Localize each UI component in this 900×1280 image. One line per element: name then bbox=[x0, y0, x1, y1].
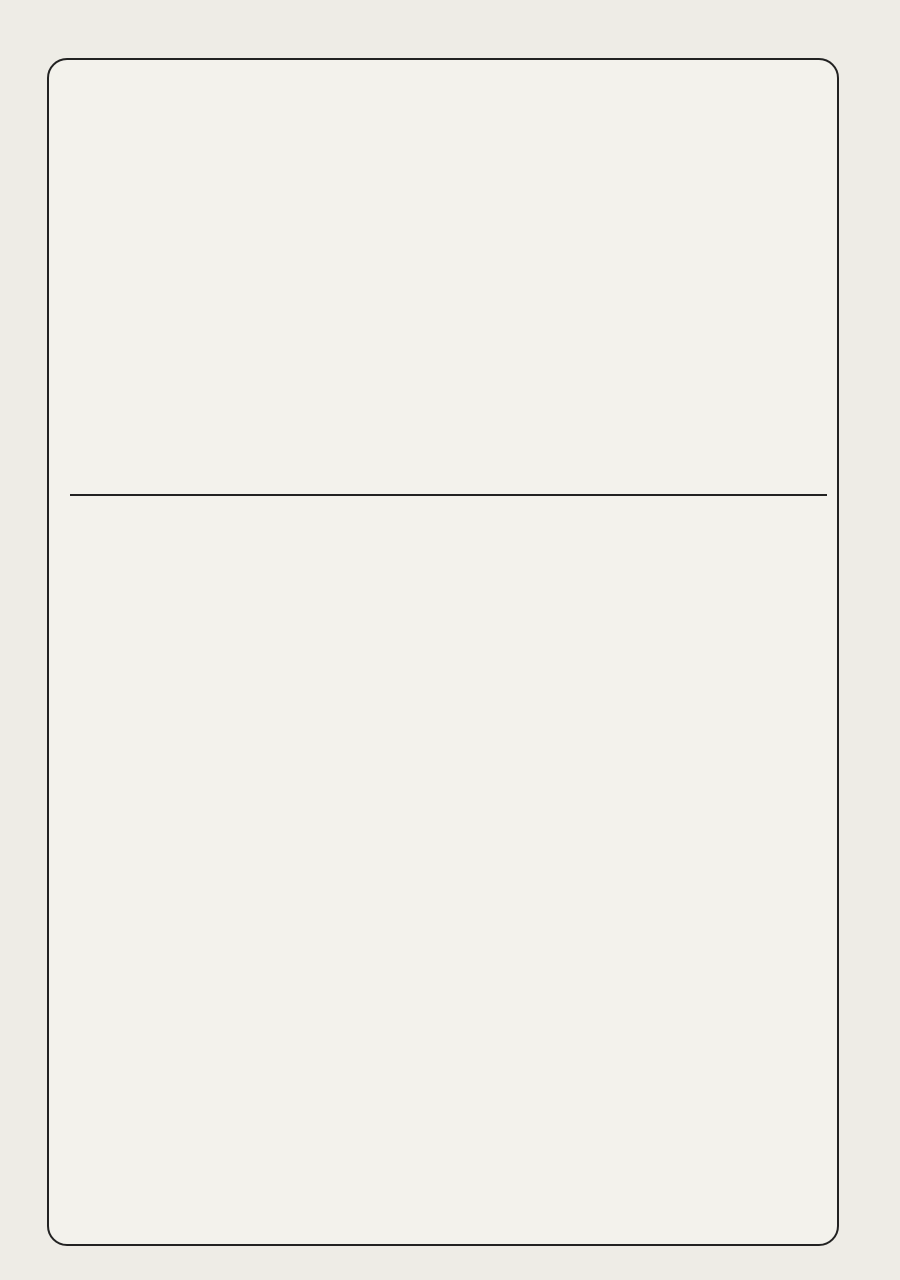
misc-header-rule bbox=[70, 494, 827, 496]
page-border bbox=[47, 58, 839, 1246]
